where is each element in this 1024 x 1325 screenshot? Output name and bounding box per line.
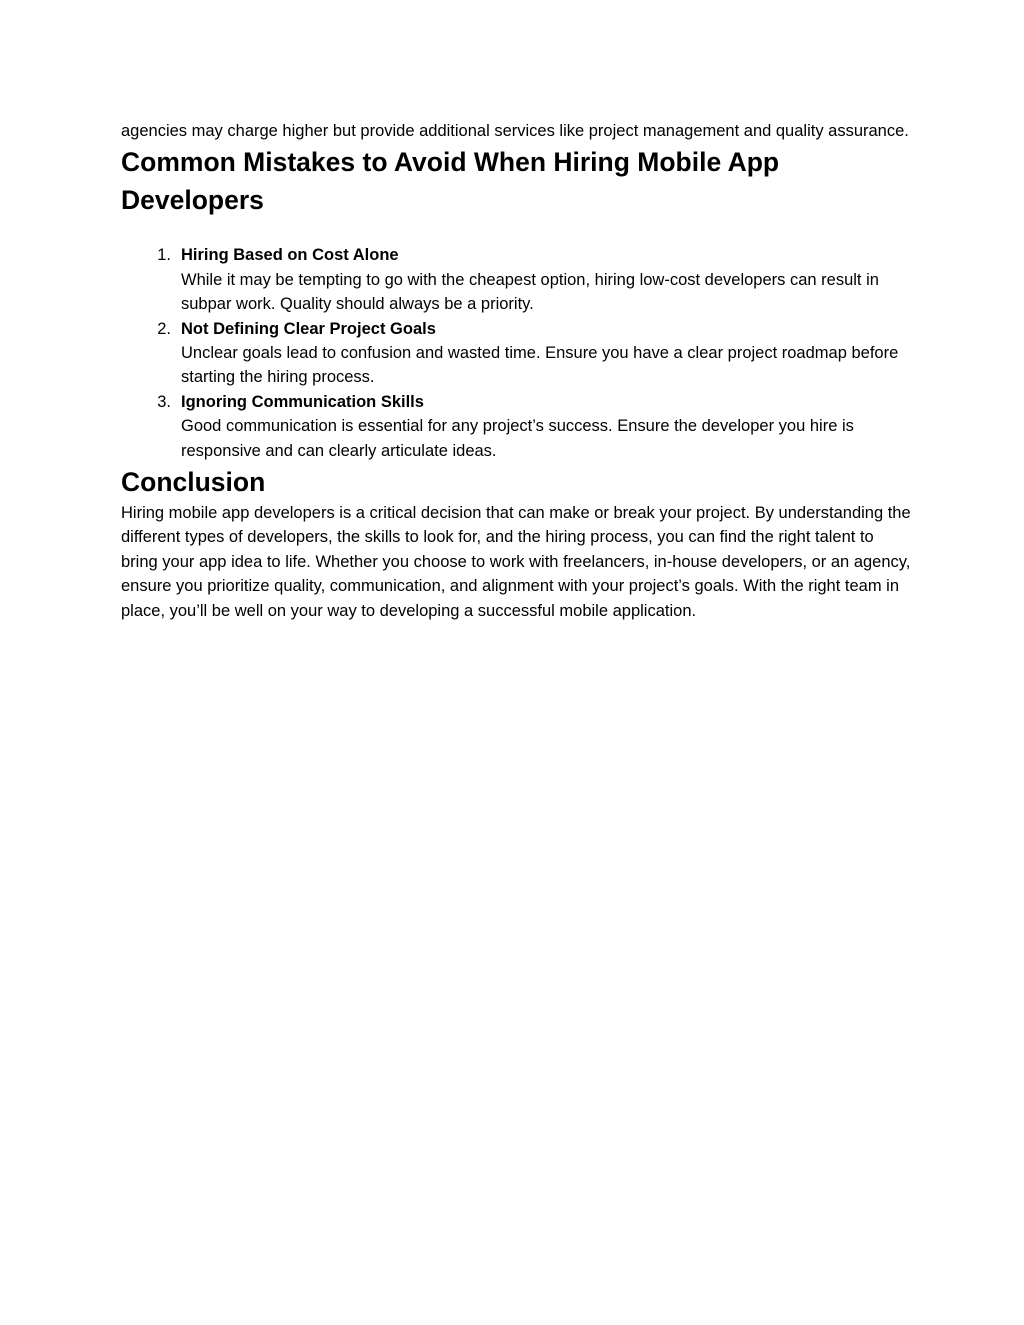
- list-item-description: While it may be tempting to go with the cheapest option, hiring low-cost developers can result in subpar work. Quality should always be a priority.: [181, 270, 879, 314]
- intro-paragraph: agencies may charge higher but provide additional services like project management and quality assurance.: [121, 122, 909, 140]
- mistakes-list: [121, 243, 911, 463]
- list-item-number: 2.: [157, 319, 171, 338]
- conclusion-heading: Conclusion: [121, 467, 266, 498]
- list-item-description: Unclear goals lead to confusion and wasted time. Ensure you have a clear project roadmap before starting the hiring process.: [181, 344, 899, 387]
- list-item-number: 3.: [157, 392, 171, 411]
- list-item-description: Good communication is essential for any project’s success. Ensure the developer you hire is responsive and can clearly articulate ideas.: [181, 417, 854, 460]
- mistakes-heading: Common Mistakes to Avoid When Hiring Mobile App Developers: [121, 147, 780, 216]
- conclusion-paragraph: Hiring mobile app developers is a critical decision that can make or break your project. By understanding the different types of developers, the skills to look for, and the hiring process, you can find the right talent to bring your app idea to life. Whether you choose to work with freelancers, in-house developers, or an agency, ensure you prioritize quality, communication, and alignment with your project’s goals. With the right team in place, you’ll be well on your way to developing a successful mobile application.: [121, 504, 911, 620]
- list-item-title: Hiring Based on Cost Alone: [181, 246, 399, 265]
- list-item: [121, 317, 911, 390]
- list-item-title: Not Defining Clear Project Goals: [181, 319, 436, 338]
- document-page: [121, 119, 911, 623]
- list-item-number: 1.: [157, 246, 171, 265]
- list-item-title: Ignoring Communication Skills: [181, 392, 424, 411]
- list-item: [121, 390, 911, 463]
- list-item: [121, 243, 911, 316]
